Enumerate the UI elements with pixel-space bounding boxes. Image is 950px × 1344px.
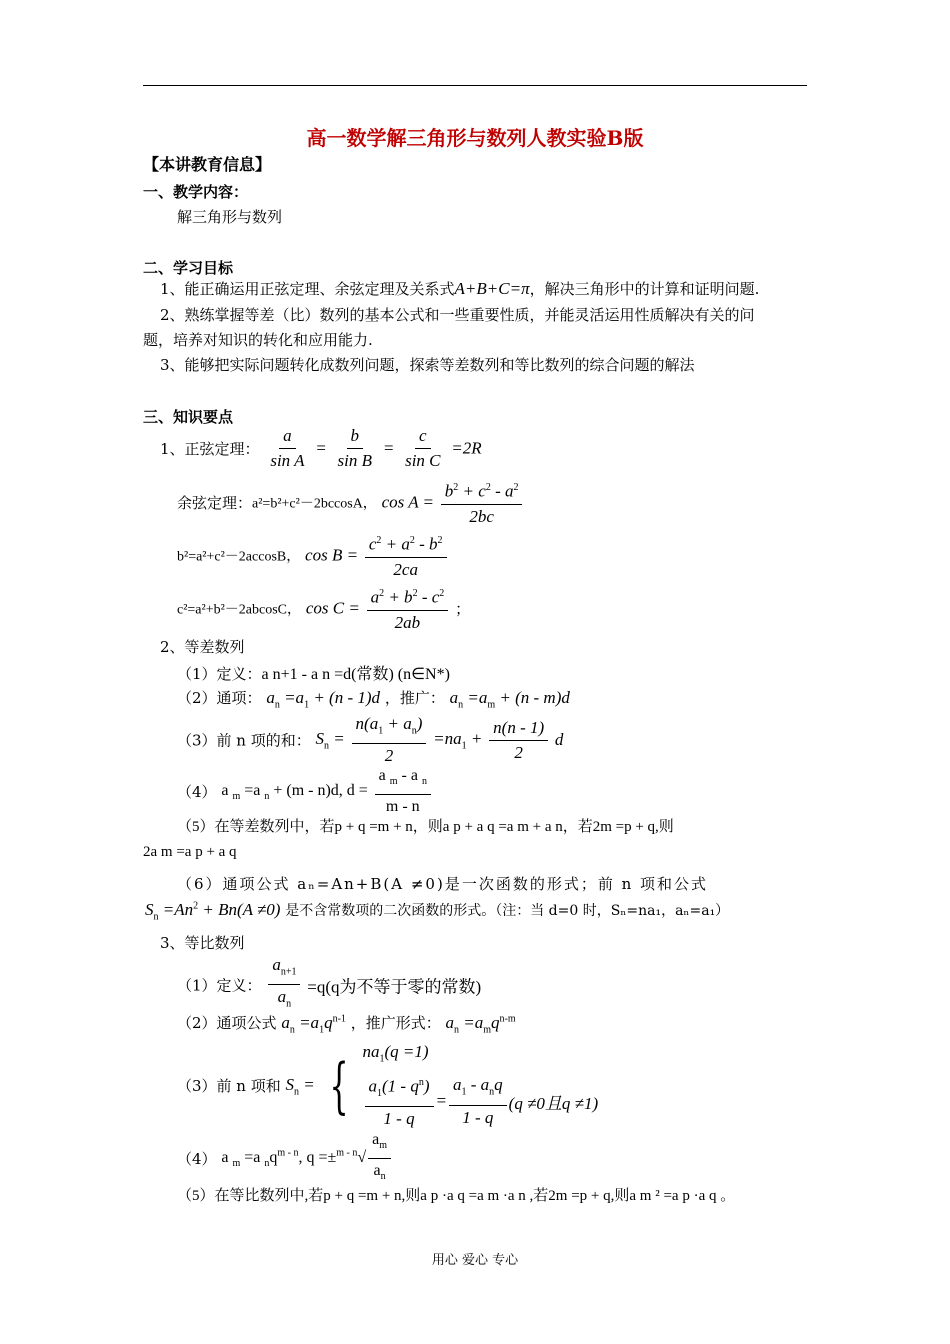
cosine-rule-b: b²=a²+c²－2accosB， cos B = $\frac{c^2 + a^2 - b^2}{2ca}$ [177, 529, 449, 582]
goal-3: 3、能够把实际问题转化成数列问题，探索等差数列和等比数列的综合问题的解法 [160, 356, 695, 374]
arith-def: （1）定义：a n+1 - a n =d(常数) (n∈N*) [177, 665, 450, 683]
cosine-rule-c: c²=a²+b²－2abcosC， cos C = $\frac{a^2 + b^2 - c^2}{2ab}$ ； [177, 582, 470, 635]
goal-1: 1、能正确运用正弦定理、余弦定理及关系式A+B+C=π，解决三角形中的计算和证明问题. [160, 279, 760, 298]
sec3-heading: 三、知识要点 [143, 408, 234, 426]
sine-rule: 1、正弦定理： $\frac{a}{\text{sin A}}$ = $\frac{b}{\text{sin B}}$ = $\frac{c}{\text{sin C}}$ =2R [160, 426, 482, 470]
sec1-heading: 一、教学内容： [143, 183, 249, 201]
page-title: 高一数学解三角形与数列人教实验B版 [306, 126, 644, 150]
arith-heading: 2、等差数列 [160, 638, 245, 656]
goal-2b: 题，培养对知识的转化和应用能力. [143, 331, 373, 349]
geo-q: （4） a $_m$ =a $_nq^{m - n}$, q =±$^{m - n}$√ $\frac{a_m}{a_n}$ [177, 1128, 393, 1189]
arith-general: （2）通项： $a_n =a_1 + (n - 1)d$ ，推广： $a_n =a_m + (n - m)d$ [177, 688, 570, 711]
geo-prop: （5）在等比数列中,若p + q =m + n,则a p ·a q =a m ·a n ,若2m =p + q,则a m ² =a p ·a q 。 [177, 1188, 736, 1204]
cosine-rule-a: 余弦定理：a²=b²+c²－2bccosA， cos A = $\frac{b^2 + c^2 - a^2}{2bc}$ [177, 476, 524, 529]
sec2-heading: 二、学习目标 [143, 259, 234, 277]
arith-prop-b: 2a m =a p + a q [143, 844, 237, 860]
footer: 用心 爱心 专心 [431, 1253, 519, 1268]
header-rule [143, 85, 807, 86]
arith-note-a: （6）通项公式 aₙ=An+B(A ≠0)是一次函数的形式；前 n 项和公式 [177, 875, 709, 893]
section-header: 【本讲教育信息】 [143, 155, 272, 174]
geo-heading: 3、等比数列 [160, 934, 245, 952]
goal-2a: 2、熟练掌握等差（比）数列的基本公式和一些重要性质，并能灵活运用性质解决有关的问 [160, 306, 755, 324]
geo-sum: （3）前 n 项和 $S_n$ = { $na_1(q =1)$ $\frac{a_1(1 - q^n)}{1 - q}$ = $\frac{a_1 - a_nq}{1 - q}$ (q ≠0且q ≠1) [177, 1042, 599, 1129]
geo-general: （2）通项公式 $a_n =a_1q^{n-1}$ ，推广形式： $a_n =a_mq^{n-m}$ [177, 1013, 516, 1036]
arith-note-b: $S_n =An^2 + Bn(A \ne 0)$ 是不含常数项的二次函数的形式。（注：当 d=0 时，Sₙ=na₁，aₙ=a₁） [145, 900, 730, 923]
geo-def: （1）定义： $\frac{a_{n+1}}{a_n}$ =q(q为不等于零的常数) [177, 955, 482, 1010]
sec1-body: 解三角形与数列 [177, 208, 283, 226]
arith-prop-a: （5）在等差数列中，若p + q =m + n，则a p + a q =a m + a n，若2m =p + q,则 [177, 819, 674, 835]
arith-d: （4） a $_m$ =a $_n$ + (m - n)d, d = $\frac{a _m - a _n}{m - n}$ [177, 764, 433, 819]
arith-sum: （3）前 n 项的和： $S_n$ = $\frac{n(a_1 + a_n)}{2}$ $=na_1$ + $\frac{n(n - 1)}{2}$ d [177, 714, 564, 766]
